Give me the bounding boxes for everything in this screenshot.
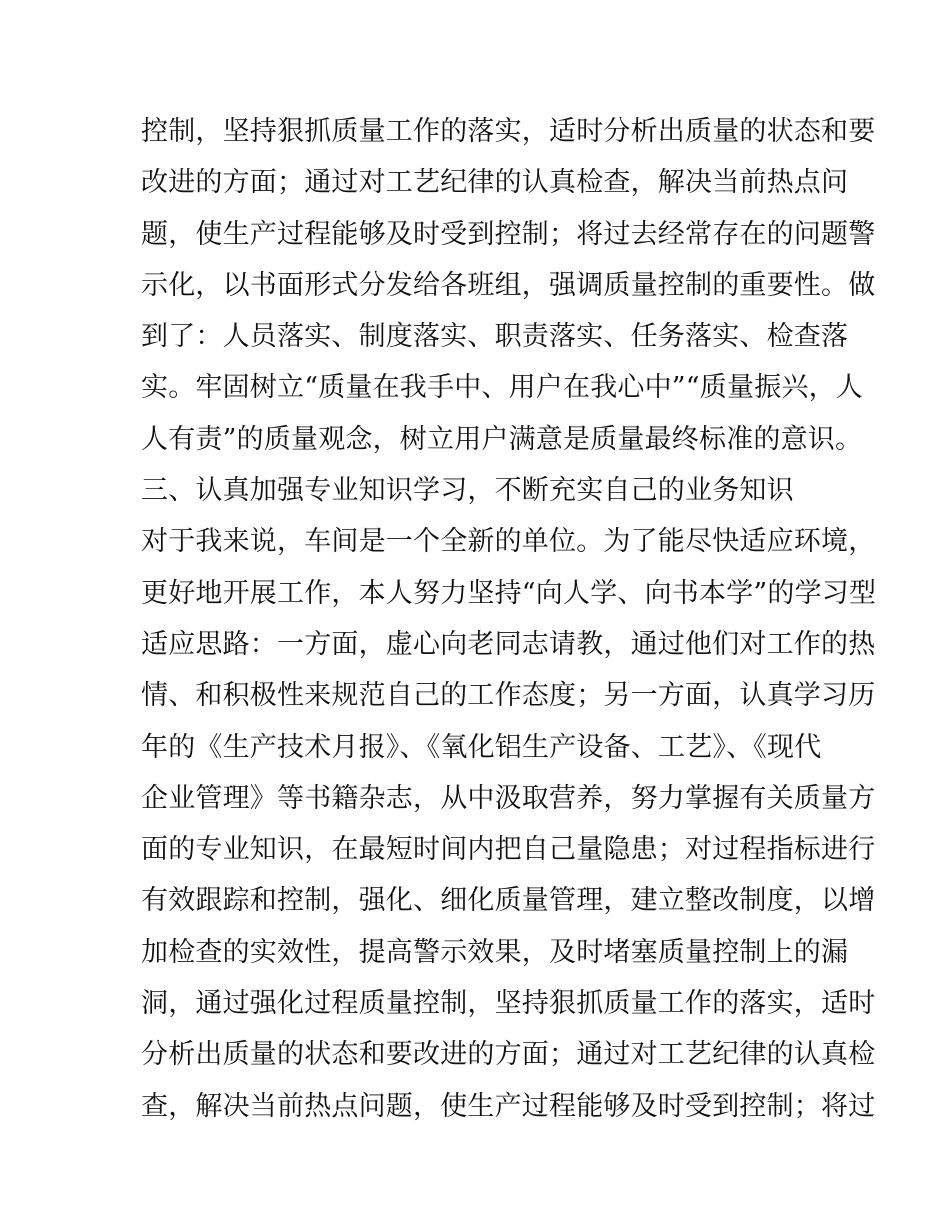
text-line: 到了：人员落实、制度落实、职责落实、任务落实、检查落: [141, 321, 849, 353]
text-line: 企业管理》等书籍杂志，从中汲取营养，努力掌握有关质量方: [141, 782, 876, 814]
section-heading: 三、认真加强专业知识学习，不断充实自己的业务知识: [141, 475, 794, 507]
text-line: 面的专业知识，在最短时间内把自己量隐患；对过程指标进行: [141, 834, 876, 866]
text-line: 分析出质量的状态和要改进的方面；通过对工艺纪律的认真检: [141, 1039, 876, 1071]
text-line: 年的《生产技术月报》、《氧化铝生产设备、工艺》、《现代: [141, 731, 822, 763]
text-line: 实。牢固树立“质量在我手中、用户在我心中”“质量振兴，人: [141, 372, 864, 404]
text-line: 有效跟踪和控制，强化、细化质量管理，建立整改制度，以增: [141, 885, 876, 917]
text-line: 控制，坚持狠抓质量工作的落实，适时分析出质量的状态和要: [141, 116, 876, 147]
text-line: 洞，通过强化过程质量控制，坚持狠抓质量工作的落实，适时: [141, 988, 876, 1020]
text-line: 题，使生产过程能够及时受到控制；将过去经常存在的问题警: [141, 218, 876, 250]
text-line: 改进的方面；通过对工艺纪律的认真检查，解决当前热点问: [141, 167, 849, 199]
text-line: 加检查的实效性，提高警示效果，及时堵塞质量控制上的漏: [141, 936, 849, 968]
text-line: 人有责”的质量观念，树立用户满意是质量最终标准的意识。: [141, 423, 863, 455]
text-line: 情、和积极性来规范自己的工作态度；另一方面，认真学习历: [141, 680, 876, 712]
text-line: 示化，以书面形式分发给各班组，强调质量控制的重要性。做: [141, 269, 876, 301]
body-text: [141, 106, 877, 1132]
text-line: 查，解决当前热点问题，使生产过程能够及时受到控制；将过: [141, 1090, 876, 1122]
text-line: 更好地开展工作，本人努力坚持“向人学、向书本学”的学习型: [141, 577, 877, 609]
text-line: 适应思路：一方面，虚心向老同志请教，通过他们对工作的热: [141, 628, 876, 660]
text-line: 对于我来说，车间是一个全新的单位。为了能尽快适应环境，: [141, 526, 876, 558]
